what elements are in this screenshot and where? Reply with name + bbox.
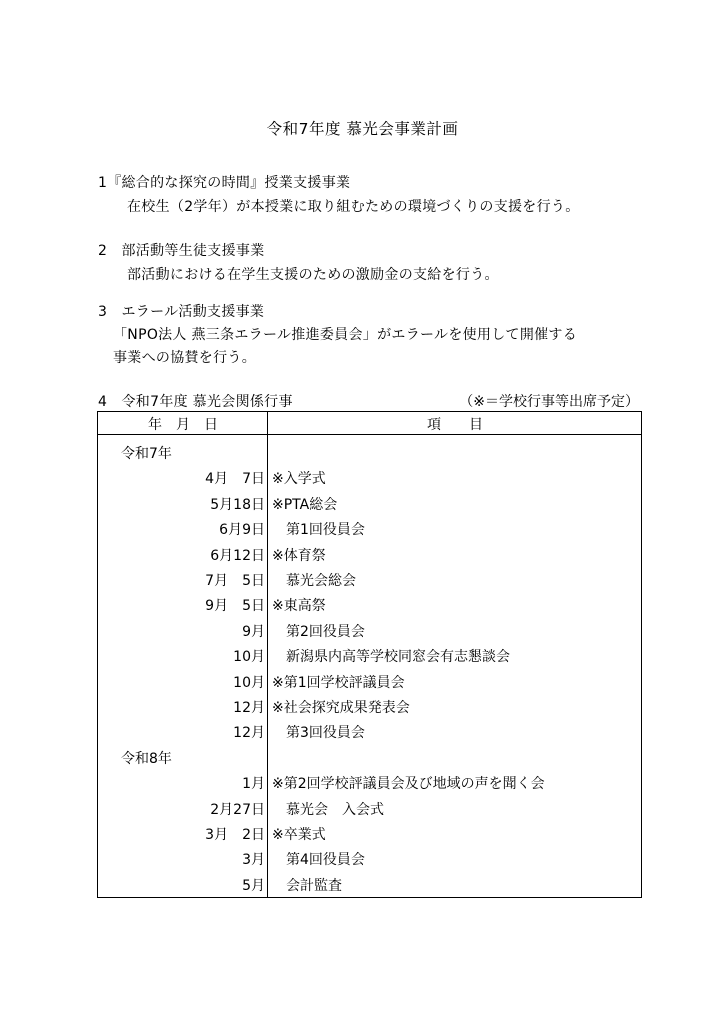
schedule-row: [98, 570, 641, 595]
schedule-year-label: 令和7年: [121, 446, 172, 462]
page-title: 令和7年度 慕光会事業計画: [266, 120, 459, 138]
schedule-item: ※社会探究成果発表会: [272, 700, 410, 716]
schedule-row: [98, 849, 641, 874]
section-1-text: 在校生（2学年）が本授業に取り組むための環境づくりの支援を行う。: [127, 199, 580, 215]
section-3-text-line-2: 事業への協賛を行う。: [113, 350, 256, 366]
schedule-row: [98, 773, 641, 798]
section-3-heading: 3 エラール活動支援事業: [98, 304, 265, 320]
schedule-row: [98, 799, 641, 824]
schedule-item: ※入学式: [272, 471, 326, 488]
schedule-item: 第1回役員会: [272, 522, 365, 539]
schedule-item: 慕光会総会: [272, 573, 356, 589]
column-header-item: 項 目: [427, 417, 483, 433]
schedule-date: 3月: [242, 852, 265, 869]
schedule-row: [98, 494, 641, 519]
schedule-item: ※第2回学校評議員会及び地域の声を聞く会: [272, 776, 545, 793]
schedule-date: 5月: [242, 877, 265, 894]
schedule-row: [98, 468, 641, 493]
schedule-item: 慕光会 入会式: [272, 801, 384, 818]
section-2-heading: 2 部活動等生徒支援事業: [98, 243, 265, 259]
schedule-date: 12月: [233, 700, 265, 716]
schedule-item: ※東高祭: [272, 598, 326, 615]
schedule-row: [98, 722, 641, 747]
schedule-date: 10月: [233, 649, 265, 666]
schedule-date: 6月12日: [210, 547, 265, 564]
schedule-date: 5月18日: [210, 496, 265, 513]
schedule-row: [98, 595, 641, 620]
schedule-row: [98, 672, 641, 697]
section-4-heading: 4 令和7年度 慕光会関係行事: [98, 394, 293, 410]
schedule-date: 10月: [233, 674, 265, 691]
schedule-date: 3月 2日: [205, 827, 265, 843]
schedule-date: 12月: [233, 725, 265, 742]
schedule-date: 4月 7日: [205, 471, 265, 488]
schedule-date: 2月27日: [210, 801, 265, 818]
schedule-date: 1月: [242, 776, 265, 793]
schedule-table: [97, 411, 642, 898]
schedule-item: ※体育祭: [272, 547, 326, 564]
schedule-row: [98, 824, 641, 849]
schedule-item: ※卒業式: [272, 827, 326, 843]
schedule-row: [98, 545, 641, 570]
schedule-item: 新潟県内高等学校同窓会有志懇談会: [272, 649, 510, 666]
header-rule: [98, 434, 641, 435]
schedule-row: [98, 697, 641, 722]
schedule-row: [98, 621, 641, 646]
schedule-row: [98, 646, 641, 671]
schedule-date: 6月9日: [219, 522, 265, 539]
schedule-item: 会計監査: [272, 877, 342, 894]
section-3-text-line-1: 「NPO法人 燕三条エラール推進委員会」がエラールを使用して開催する: [113, 327, 578, 343]
schedule-item: 第3回役員会: [272, 725, 365, 742]
section-4-note: （※＝学校行事等出席予定）: [459, 394, 639, 410]
schedule-item: 第2回役員会: [272, 623, 365, 640]
column-header-date: 年 月 日: [148, 417, 218, 433]
schedule-row: [98, 519, 641, 544]
schedule-item: ※PTA総会: [272, 496, 338, 513]
schedule-date: 7月 5日: [205, 573, 265, 589]
schedule-row: [98, 875, 641, 900]
schedule-date: 9月: [242, 623, 265, 640]
section-1-heading: 1『総合的な探究の時間』授業支援事業: [98, 175, 351, 191]
schedule-date: 9月 5日: [205, 598, 265, 615]
schedule-item: 第4回役員会: [272, 852, 365, 869]
schedule-item: ※第1回学校評議員会: [272, 674, 405, 691]
schedule-year-label: 令和8年: [121, 750, 172, 767]
section-2-text: 部活動における在学生支援のための激励金の支給を行う。: [127, 267, 499, 283]
